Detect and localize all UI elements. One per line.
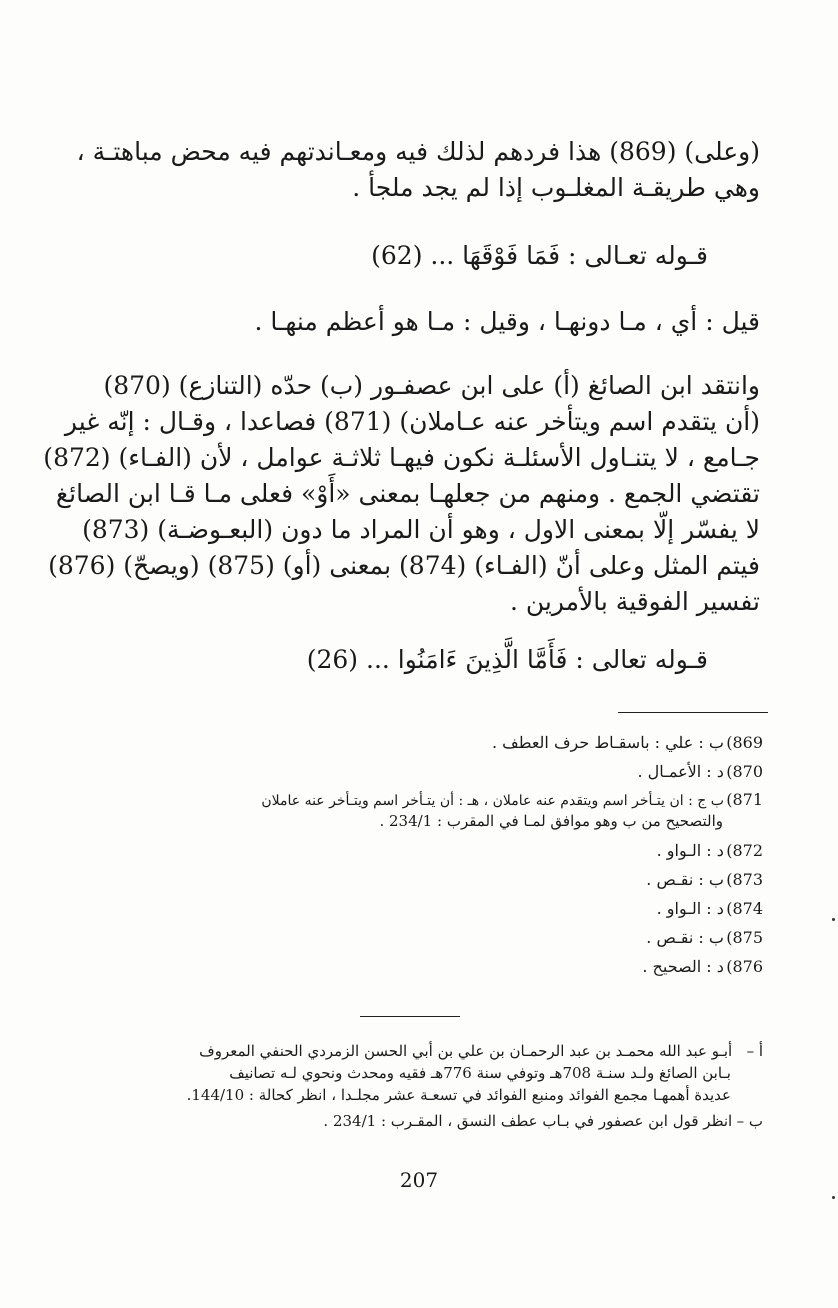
text-line: جـامع ، لا يتنـاول الأسئلـة نكون فيهـا ثلاثـة عوامل ، لأن (الفـاء) (872) xyxy=(43,443,760,472)
footnote xyxy=(68,894,763,923)
footnote-text: ب : نقـص . xyxy=(646,870,724,889)
footnote xyxy=(68,952,763,981)
sidenote xyxy=(63,1040,763,1106)
footnote-number: 872) xyxy=(726,841,763,860)
paragraph-interpretation: قيل : أي ، مـا دونهـا ، وقيل : مـا هو أعظم منهـا . xyxy=(254,307,760,336)
footnote-text-continued: والتصحيح من ب وهو موافق لمـا في المقرب : 234/1 . xyxy=(379,812,723,830)
text-line: لا يفسّر إلّا بمعنى الاول ، وهو أن المراد ما دون (البعـوضـة) (873) xyxy=(82,515,760,544)
sidenote-divider xyxy=(360,1016,460,1017)
sidenote-text: انظر قول ابن عصفور في بـاب عطف النسق ، المقـرب : 234/1 . xyxy=(323,1112,733,1130)
paragraph-869 xyxy=(70,134,760,206)
footnote-number: 874) xyxy=(726,899,763,918)
sidenotes xyxy=(63,1040,763,1132)
paragraph-ibn-al-saigh xyxy=(43,368,760,620)
sidenote-text-continued: بـابن الصائغ ولـد سنـة 708هـ وتوفي سنة 776هـ فقيه ومحدث ونحوي لـه تصانيف xyxy=(229,1064,731,1082)
footnotes xyxy=(68,728,763,981)
footnote-number: 871) xyxy=(726,790,763,809)
footnote-text: د : الـواو . xyxy=(656,841,724,860)
sidenote-text: أبـو عبد الله محمـد بن عبد الرحمـان بن علي بن أبي الحسن الزمردي الحنفي المعروف xyxy=(199,1042,733,1060)
text-line: فيتم المثل وعلى أنّ (الفـاء) (874) بمعنى (أو) (875) (ويصحّ) (876) xyxy=(48,551,760,580)
sidenote-text-continued: عديدة أهمهـا مجمع الفوائد ومنبع الفوائد في تسعـة عشر مجلـدا ، انظر كحالة : 144/10. xyxy=(186,1086,731,1104)
page-number: 207 xyxy=(399,1168,439,1192)
footnote-number: 875) xyxy=(726,928,763,947)
scan-speck xyxy=(832,918,835,921)
footnote-text: ب ج : ان يتـأخر اسم ويتقدم عنه عاملان ، هـ : أن يتـأخر اسم ويتـأخر عنه عاملان xyxy=(261,793,724,809)
sidenote-mark: ب – xyxy=(736,1112,763,1130)
footnote xyxy=(68,786,763,836)
footnote-number: 870) xyxy=(726,762,763,781)
footnote-text: د : الأعمـال . xyxy=(637,762,724,781)
sidenote xyxy=(63,1110,763,1132)
text-line: وهي طريقـة المغلـوب إذا لم يجد ملجأ . xyxy=(352,173,760,202)
text-line: وانتقد ابن الصائغ (أ) على ابن عصفـور (ب) حدّه (التنازع) (870) xyxy=(103,371,760,400)
footnote xyxy=(68,836,763,865)
verse-heading-26: قـوله تعالى : فَأَمَّا الَّذِينَ ءَامَنُوا ... (26) xyxy=(306,645,708,674)
footnote xyxy=(68,728,763,757)
verse-heading-62: قـوله تعـالى : فَمَا فَوْقَهَا ... (62) xyxy=(371,241,708,270)
footnote xyxy=(68,923,763,952)
text-line: تفسير الفوقية بالأمرين . xyxy=(509,587,760,616)
text-line: تقتضي الجمع . ومنهم من جعلهـا بمعنى «أَوْ» فعلى مـا قـا ابن الصائغ xyxy=(55,479,760,508)
footnote-text: د : الـواو . xyxy=(656,899,724,918)
footnote-divider xyxy=(618,712,768,713)
text-line: (أن يتقدم اسم ويتأخر عنه عـاملان) (871) فصاعدا ، وقـال : إنّه غير xyxy=(64,407,760,436)
footnote-number: 869) xyxy=(726,733,763,752)
footnote xyxy=(68,757,763,786)
sidenote-mark: أ – xyxy=(746,1042,763,1060)
footnote-number: 873) xyxy=(726,870,763,889)
scan-speck xyxy=(832,1196,835,1199)
text-line: (وعلى) (869) هذا فردهم لذلك فيه ومعـاندتهم فيه محض مباهتـة ، xyxy=(76,137,760,166)
footnote-text: ب : علي : باسقـاط حرف العطف . xyxy=(491,733,724,752)
footnote-text: د : الصحيح . xyxy=(642,957,724,976)
footnote-text: ب : نقـص . xyxy=(646,928,724,947)
footnote xyxy=(68,865,763,894)
footnote-number: 876) xyxy=(726,957,763,976)
